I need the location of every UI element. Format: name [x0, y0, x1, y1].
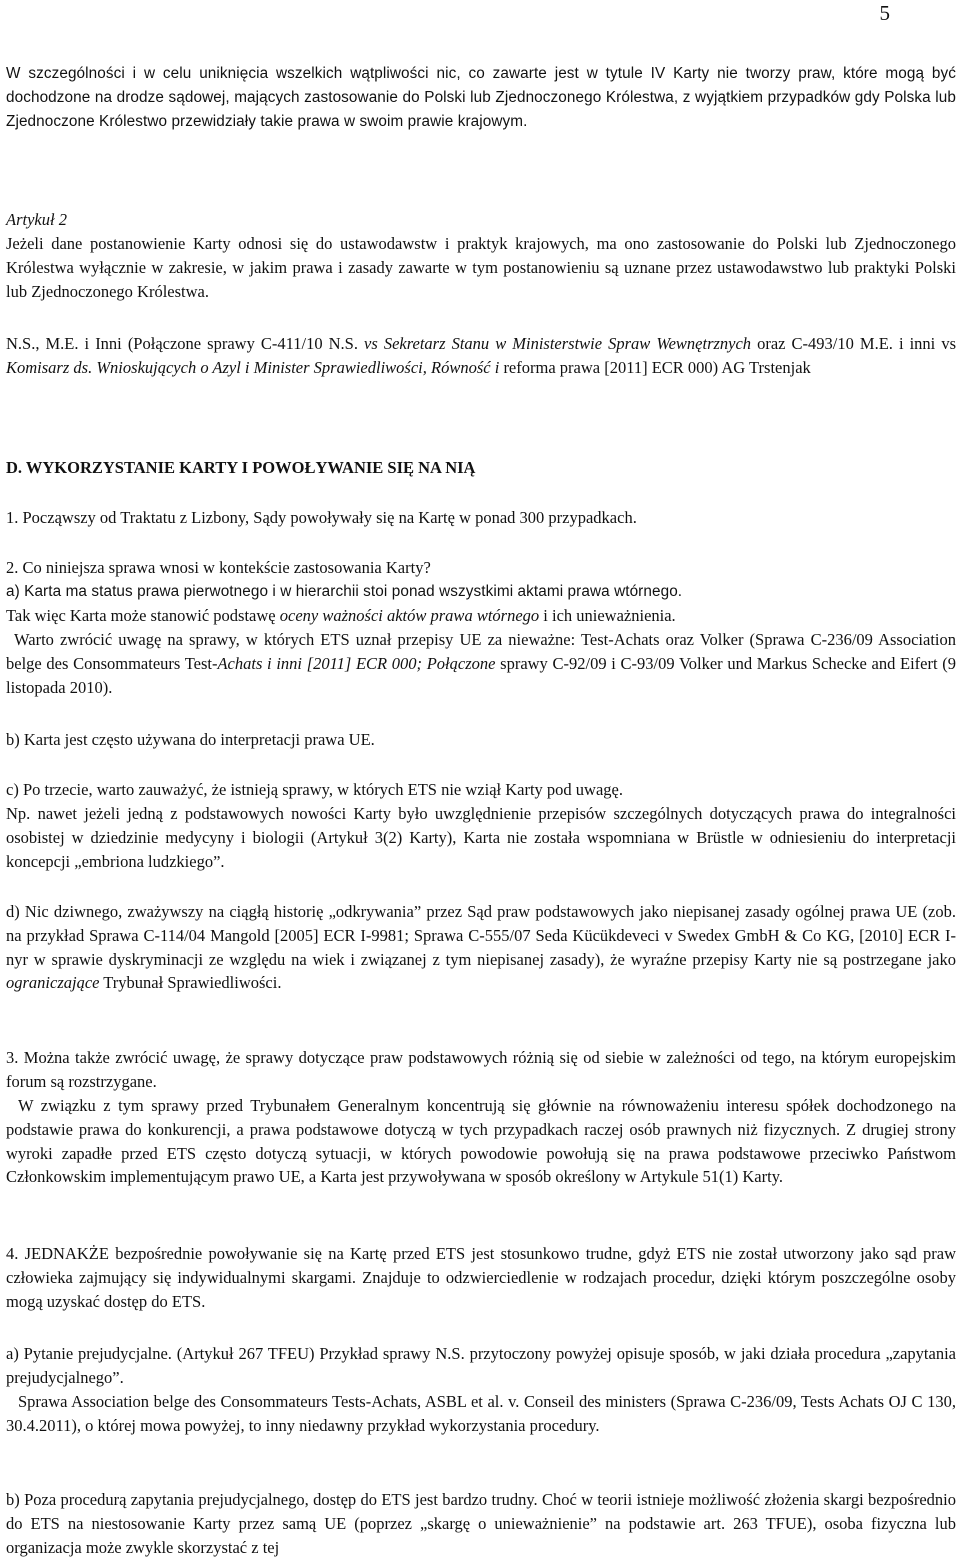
section-heading-d: D. WYKORZYSTANIE KARTY I POWOŁYWANIE SIĘ NA NIĄ [6, 458, 476, 477]
item-3-continuation: W związku z tym sprawy przed Trybunałem Generalnym koncentrują się głównie na równoważeniu interesu spółek dochodzonego na podstawie prawa do konkurencji, a prawa podstawowe dotyczą w tych przypadkach raczej osób prawnych niż fizycznych. Z drugiej strony wyroki zapadłe przed ETS często dotyczą sytuacji, w których powodowie powołują się na prawa podstawowe przeciwko Państwom Członkowskim implementującym prawo UE, a Karta jest przywoływana w sposób określony w Artykule 51(1) Karty. [6, 1096, 956, 1187]
case-ref-part-3: oraz C-493/10 M.E. i inni vs [751, 334, 956, 353]
item-d [6, 900, 956, 995]
warto-part-2: Achats i inni [2011] ECR 000; Połączone [217, 653, 496, 673]
case-ref-part-5: reforma prawa [2011] ECR 000) AG Trstenjak [499, 357, 811, 377]
item-4-a: a) Pytanie prejudycjalne. (Artykuł 267 TFEU) Przykład sprawy N.S. przytoczony powyżej opisuje sposób, w jaki działa procedura „zapytania prejudycjalnego”. [6, 1344, 956, 1387]
case-ref-part-4: Komisarz ds. Wnioskujących o Azyl i Minister Sprawiedliwości, Równość i [6, 357, 500, 377]
item-3: 3. Można także zwrócić uwagę, że sprawy dotyczące praw podstawowych różnią się od siebie w zależności od tego, na którym europejskim forum są rozstrzygane. [6, 1048, 956, 1091]
paragraph-tytul-iv: W szczególności i w celu uniknięcia wszelkich wątpliwości nic, co zawarte jest w tytule IV Karty nie tworzy praw, które mogą być dochodzone na drodze sądowej, mających zastosowanie do Polski lub Zjednoczonego Królestwa, z wyjątkiem przypadków gdy Polska lub Zjednoczone Królestwo przewidziały takie prawa w swoim prawie krajowym. [6, 65, 956, 130]
item-d-part-2: ograniczające [6, 973, 100, 993]
warto-part-1: Warto zwrócić uwagę na sprawy, w których ETS uznał przepisy UE za nieważne: Test-Achats oraz Volker (Sprawa C-236/09 Association belge des Consommateurs Test- [6, 630, 956, 673]
article-2-text: Jeżeli dane postanowienie Karty odnosi się do ustawodawstw i praktyk krajowych, ma ono zastosowanie do Polski lub Zjednoczonego Królestwa wyłącznie w zakresie, w jakim prawa i zasady zawarte w tym postanowieniu są uznane przez ustawodawstwo lub praktyki Polski lub Zjednoczonego Królestwa. [6, 234, 956, 301]
tak-part-2: oceny ważności aktów prawa wtórnego [279, 606, 540, 625]
item-4-tests-achats: Sprawa Association belge des Consommateurs Tests-Achats, ASBL et al. v. Conseil des ministers (Sprawa C-236/09, Tests Achats OJ C 130, 30.4.2011), o której mowa powyżej, to inny niedawny przykład wykorzystania procedury. [6, 1392, 956, 1435]
item-2-a: a) Karta ma status prawa pierwotnego i w hierarchii stoi ponad wszystkimi aktami prawa wtórnego. [6, 583, 683, 600]
tak-part-3: i ich unieważnienia. [539, 606, 676, 625]
case-ref-part-2: vs Sekretarz Stanu w Ministerstwie Spraw Wewnętrznych [364, 334, 752, 353]
item-c: c) Po trzecie, warto zauważyć, że istnieją sprawy, w których ETS nie wziął Karty pod uwagę. [6, 780, 623, 799]
tak-part-1: Tak więc Karta może stanowić podstawę [6, 606, 280, 625]
case-reference-ns [6, 332, 956, 380]
item-2-warto [6, 628, 956, 699]
item-4: 4. JEDNAKŻE bezpośrednie powoływanie się na Kartę przed ETS jest stosunkowo trudne, gdyż ETS nie został utworzony jako sąd praw człowieka zajmujący się indywidualnymi skargami. Znajduje to odzwierciedlenie w rodzajach procedur, dzięki którym poszczególne osoby mogą uzyskać dostęp do ETS. [6, 1244, 956, 1311]
item-4-b: b) Poza procedurą zapytania prejudycjalnego, dostęp do ETS jest bardzo trudny. Choć w teorii istnieje możliwość złożenia skargi bezpośrednio do ETS na niestosowanie Karty przez samą UE (poprzez „skargę o unieważnienie” na podstawie art. 263 TFUE), osoba fizyczna lub organizacja może zwykle skorzystać z tej [6, 1490, 956, 1557]
item-2-question: 2. Co niniejsza sprawa wnosi w kontekście zastosowania Karty? [6, 558, 431, 577]
warto-part-3: sprawy C-92/09 i C-93/09 Volker und Markus Schecke and Eifert (9 listopada 2010). [6, 653, 957, 697]
item-d-part-3: Trybunał Sprawiedliwości. [99, 973, 282, 993]
page-number: 5 [879, 1, 890, 25]
item-2-tak [6, 604, 956, 628]
item-d-part-1: d) Nic dziwnego, zważywszy na ciągłą historię „odkrywania” przez Sąd praw podstawowych jako niepisanej zasady ogólnej prawa UE (zob. na przykład Sprawa C-114/04 Mangold [2005] ECR I-9981; Sprawa C-555/07 Seda Kücükdeveci v Swedex GmbH & Co KG, [2010] ECR I-nyr w sprawie dyskryminacji ze względu na wiek i związanej z tym niepisanej zasady), że wyraźne przepisy Karty nie są postrzegane jako [6, 902, 956, 969]
case-ref-part-1: N.S., M.E. i Inni (Połączone sprawy C-411/10 N.S. [6, 334, 365, 353]
item-b: b) Karta jest często używana do interpretacji prawa UE. [6, 730, 375, 749]
item-1: 1. Począwszy od Traktatu z Lizbony, Sądy powoływały się na Kartę w ponad 300 przypadkach. [6, 508, 637, 527]
article-2-title: Artykuł 2 [6, 210, 67, 229]
example-bruestle: Np. nawet jeżeli jedną z podstawowych nowości Karty było uwzględnienie przepisów szczególnych dotyczących prawa do integralności osobistej w dziedzinie medycyny i biologii (Artykuł 3(2) Karty), Karta nie została wspomniana w Brüstle w odniesieniu do interpretacji koncepcji „embriona ludzkiego”. [6, 804, 956, 871]
